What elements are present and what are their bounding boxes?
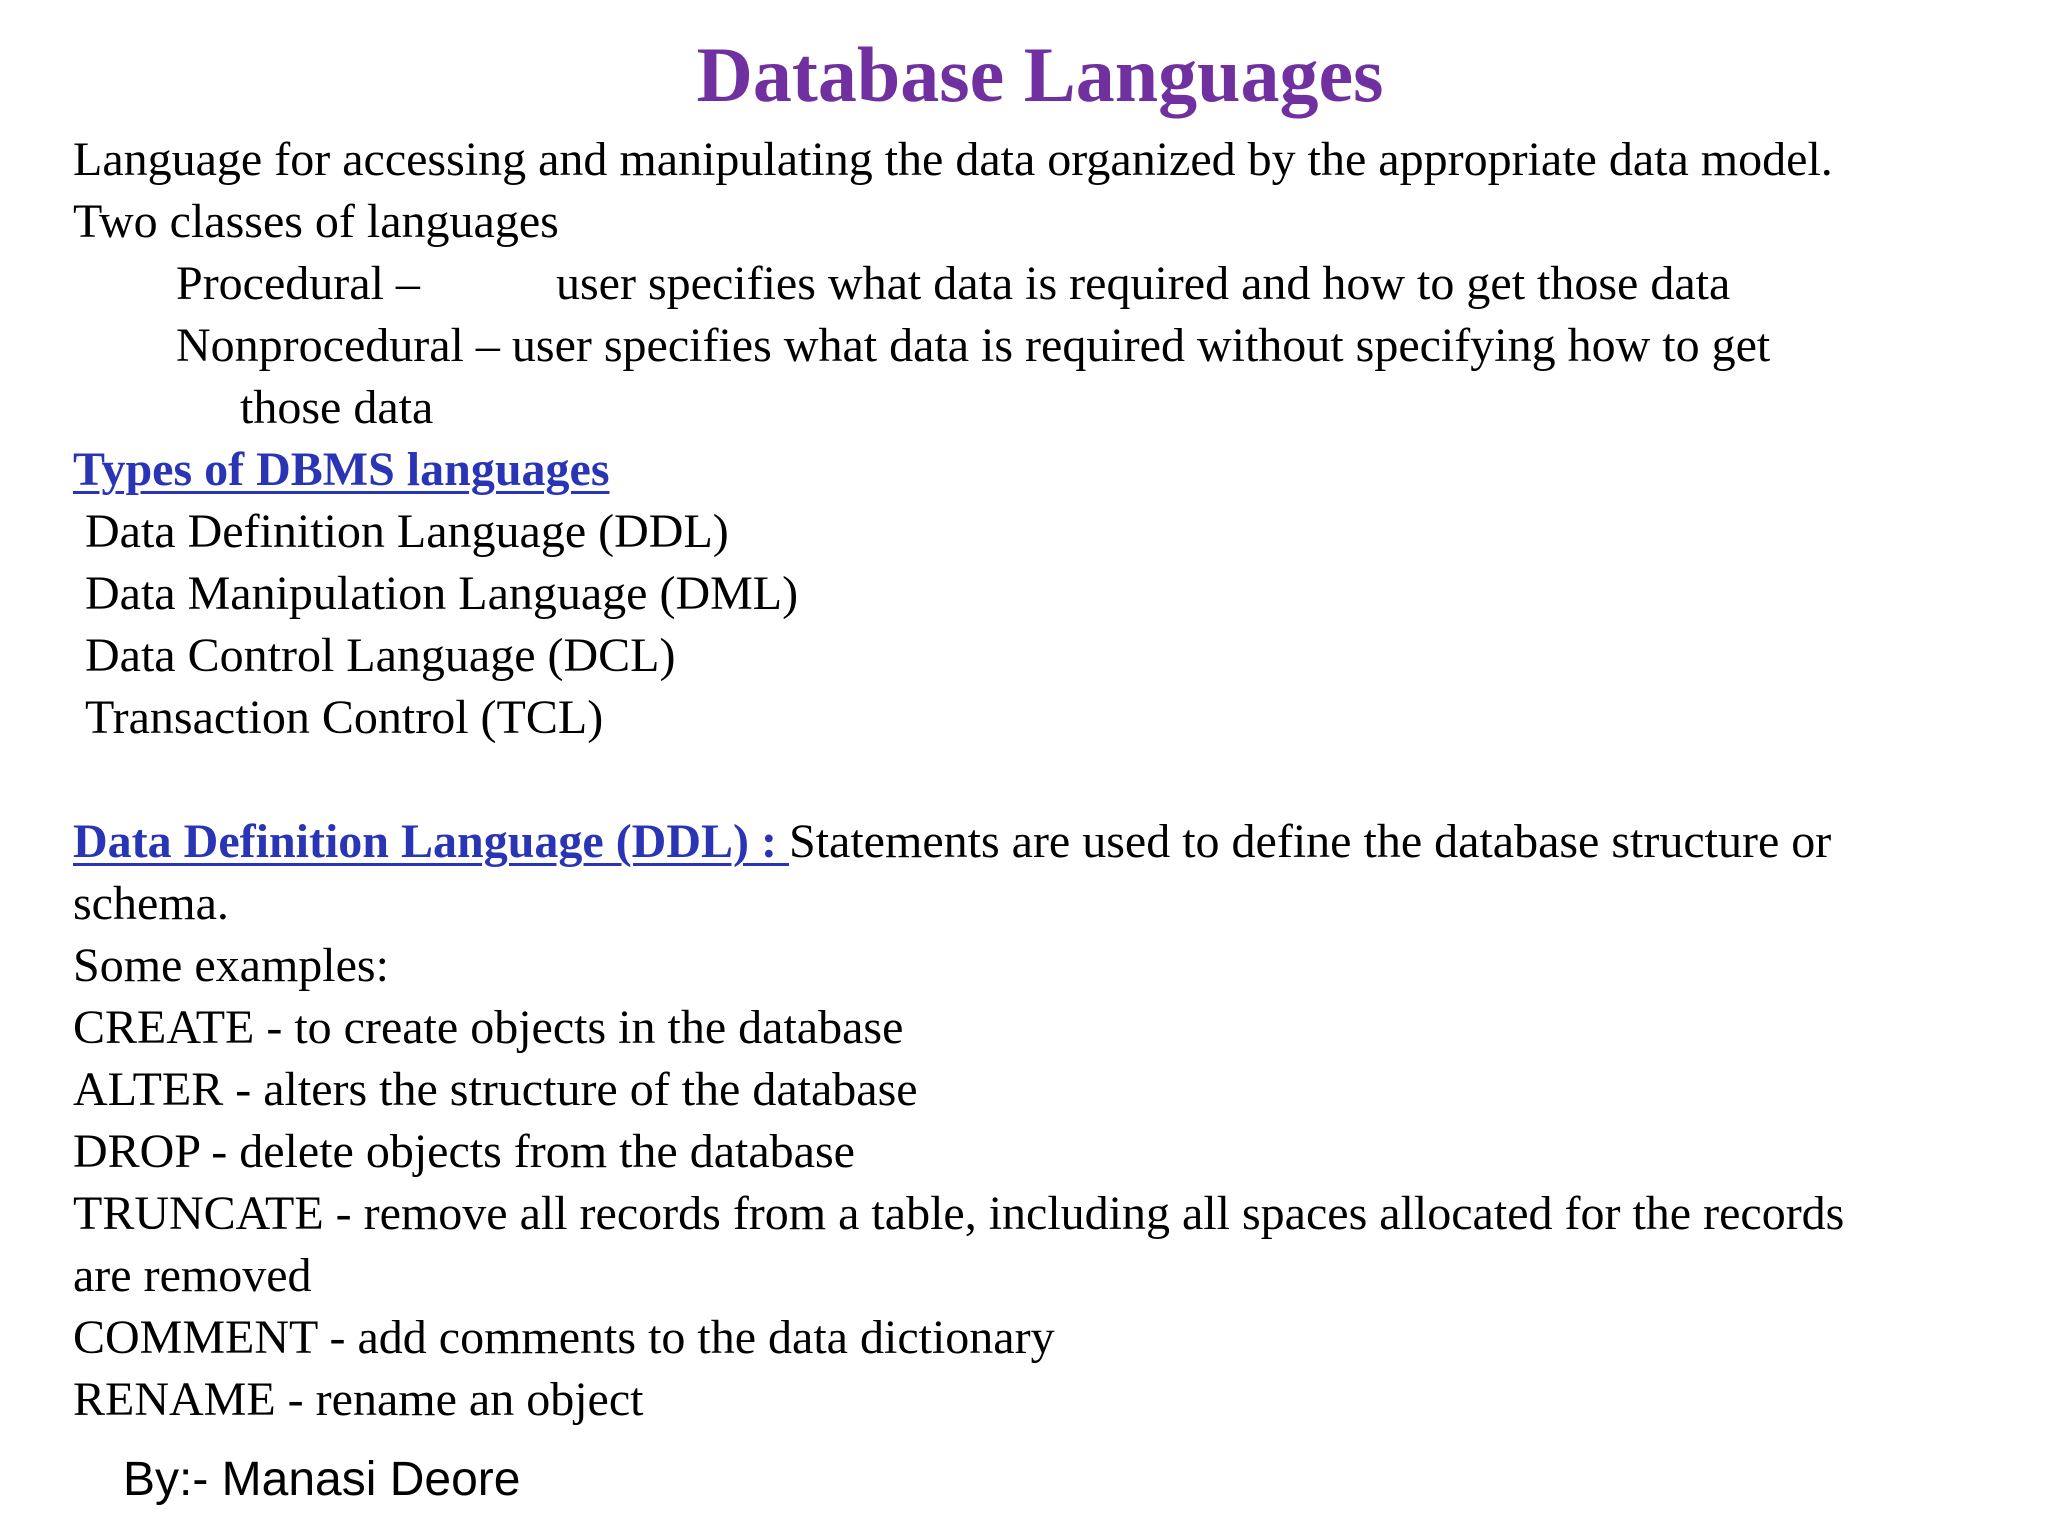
types-list-item: Data Manipulation Language (DML) bbox=[85, 567, 799, 620]
types-heading-row bbox=[73, 443, 610, 496]
example-alter: ALTER - alters the structure of the database bbox=[73, 1063, 918, 1116]
example-comment: COMMENT - add comments to the data dictionary bbox=[73, 1311, 1055, 1364]
ddl-description: Statements are used to define the database structure or bbox=[789, 815, 1832, 868]
example-create: CREATE - to create objects in the database bbox=[73, 1001, 904, 1054]
types-list-item: Data Definition Language (DDL) bbox=[85, 505, 729, 558]
example-truncate-cont: are removed bbox=[73, 1249, 312, 1302]
types-heading-link[interactable]: Types of DBMS languages bbox=[73, 443, 610, 496]
intro-line-2: Two classes of languages bbox=[73, 195, 559, 248]
example-rename: RENAME - rename an object bbox=[73, 1373, 644, 1426]
example-truncate: TRUNCATE - remove all records from a table, including all spaces allocated for the records bbox=[73, 1187, 1845, 1240]
ddl-heading-row bbox=[73, 815, 1832, 868]
example-drop: DROP - delete objects from the database bbox=[73, 1125, 855, 1178]
ddl-heading-link[interactable]: Data Definition Language (DDL) : bbox=[73, 815, 789, 868]
nonprocedural-line-2: those data bbox=[240, 381, 434, 434]
author-byline: By:- Manasi Deore bbox=[123, 1453, 521, 1506]
procedural-label: Procedural – bbox=[176, 257, 420, 310]
nonprocedural-line-1: Nonprocedural – user specifies what data is required without specifying how to get bbox=[176, 319, 1771, 372]
slide-title: Database Languages bbox=[696, 31, 1384, 118]
types-list-item: Data Control Language (DCL) bbox=[85, 629, 676, 682]
examples-label: Some examples: bbox=[73, 939, 389, 992]
procedural-description: user specifies what data is required and how to get those data bbox=[556, 257, 1731, 310]
ddl-description-cont: schema. bbox=[73, 877, 229, 930]
procedural-row bbox=[176, 257, 1731, 310]
types-list-item: Transaction Control (TCL) bbox=[85, 691, 604, 744]
intro-line-1: Language for accessing and manipulating the data organized by the appropriate data model. bbox=[73, 133, 1833, 186]
